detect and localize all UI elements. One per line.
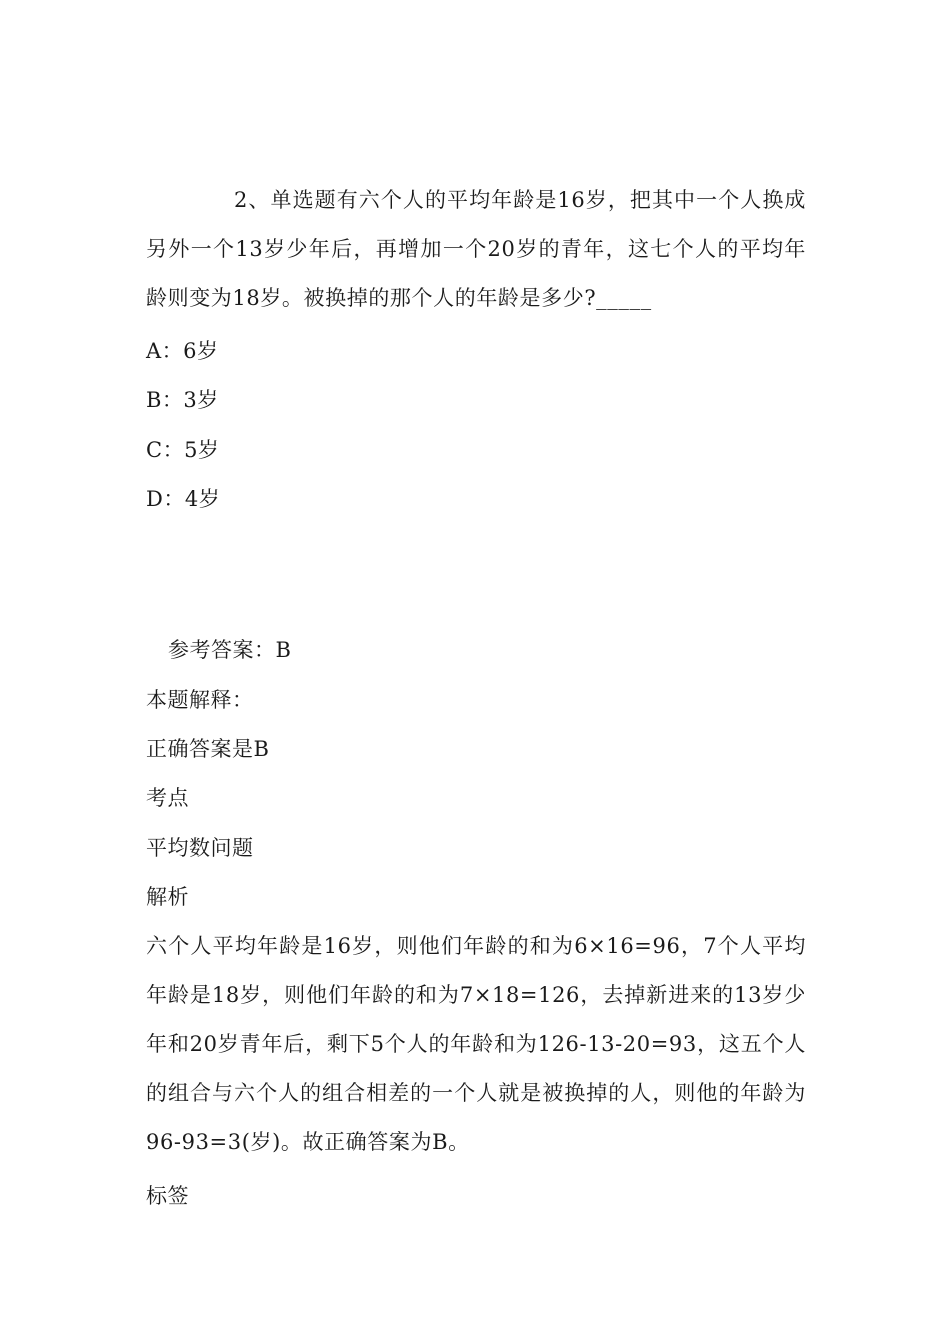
option-d: D：4岁 (146, 487, 221, 511)
reference-answer: 参考答案：B (168, 638, 292, 662)
analysis-text: 六个人平均年龄是16岁，则他们年龄的和为6×16=96，7个人平均年龄是18岁，则他们年龄的和为7×18=126，去掉新进来的13岁少年和20岁青年后，剩下5个人的年龄和为126-13-20=93，这五个人的组合与六个人的组合相差的一个人就是被换掉的人，则他的年龄为96-93=3(岁)。故正确答案为B。 (146, 934, 806, 1154)
analysis-label: 解析 (146, 885, 189, 909)
option-b: B：3岁 (146, 388, 219, 412)
knowledge-point-label: 考点 (146, 786, 189, 810)
explanation-label: 本题解释： (146, 688, 254, 712)
correct-answer: 正确答案是B (146, 737, 270, 761)
tag-label: 标签 (146, 1184, 189, 1208)
option-c: C：5岁 (146, 438, 220, 462)
knowledge-point: 平均数问题 (146, 836, 254, 860)
option-a: A：6岁 (146, 339, 219, 363)
question-text: 2、单选题有六个人的平均年龄是16岁，把其中一个人换成另外一个13岁少年后，再增加一个20岁的青年，这七个人的平均年龄则变为18岁。被换掉的那个人的年龄是多少?_____ (146, 188, 806, 310)
